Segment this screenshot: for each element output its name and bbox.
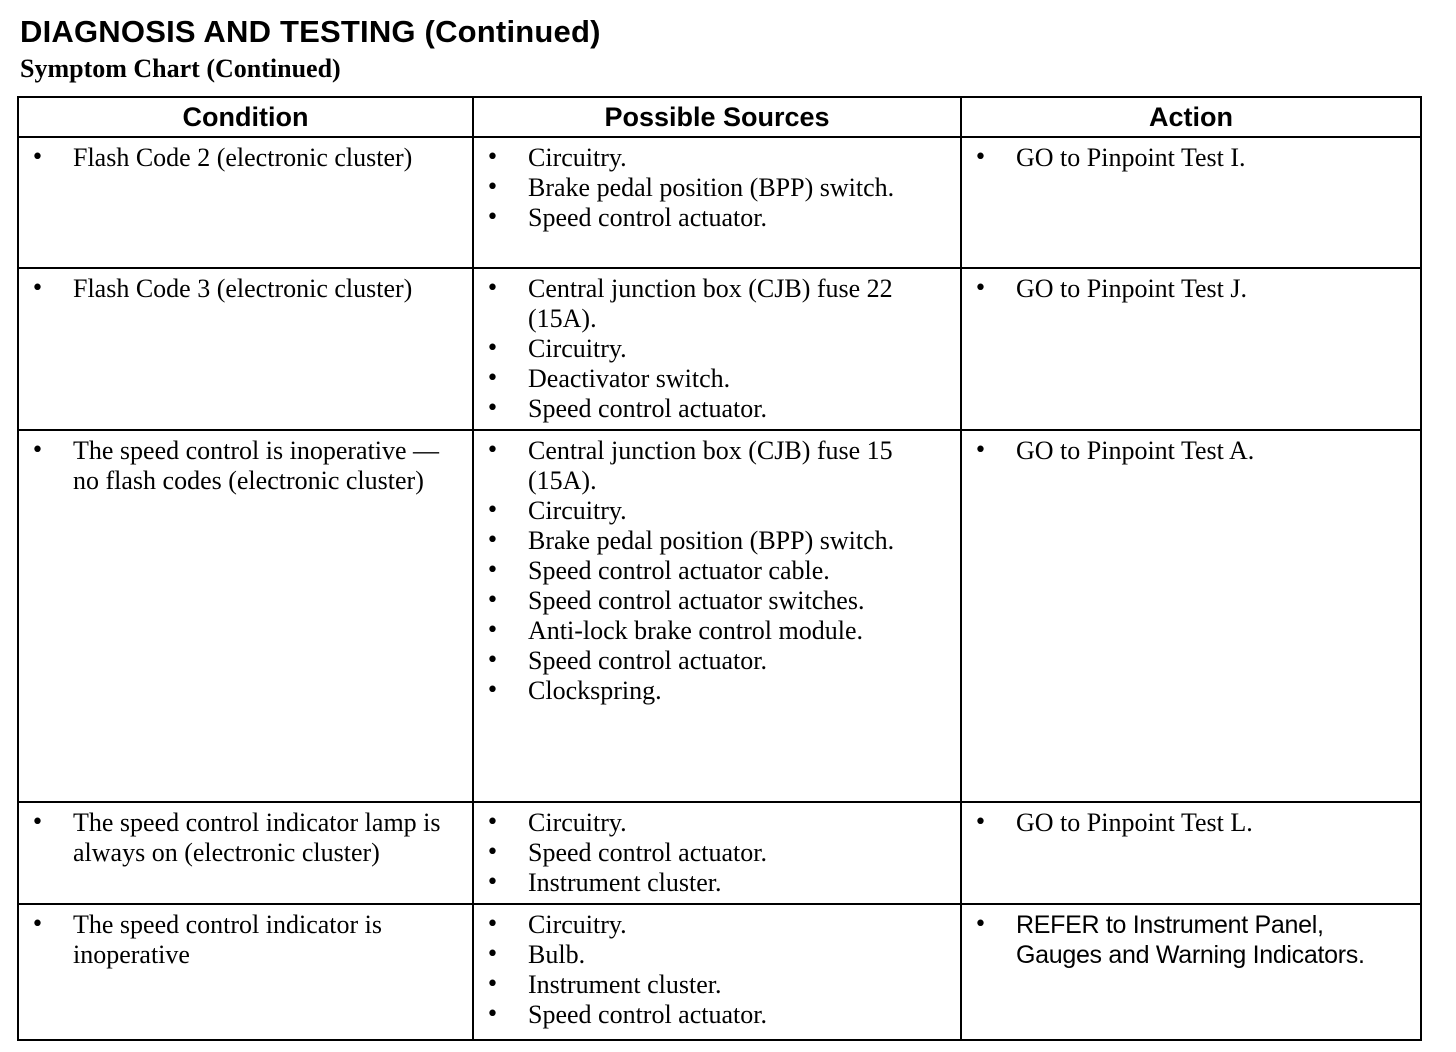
sources-cell: [473, 904, 961, 1040]
action-cell: [961, 430, 1421, 802]
source-item: • Central junction box (CJB) fuse 22 (15A).: [474, 274, 960, 334]
symptom-chart-table: [17, 96, 1422, 1041]
column-header-action: Action: [961, 97, 1421, 137]
source-item: • Circuitry.: [474, 496, 960, 526]
page-title: DIAGNOSIS AND TESTING (Continued): [20, 14, 601, 49]
table-row: [18, 268, 1421, 430]
source-item: • Bulb.: [474, 940, 960, 970]
sources-cell: [473, 137, 961, 268]
source-item: • Brake pedal position (BPP) switch.: [474, 173, 960, 203]
action-item: • GO to Pinpoint Test I.: [962, 143, 1420, 173]
condition-cell: [18, 904, 473, 1040]
source-item: • Instrument cluster.: [474, 868, 960, 898]
source-item: • Speed control actuator.: [474, 1000, 960, 1030]
sources-cell: [473, 802, 961, 904]
condition-item: • The speed control is inoperative — no flash codes (electronic cluster): [19, 436, 472, 496]
condition-item: • Flash Code 3 (electronic cluster): [19, 274, 472, 304]
action-item: • REFER to Instrument Panel, Gauges and Warning Indicators.: [962, 910, 1420, 970]
source-item: • Circuitry.: [474, 334, 960, 364]
source-item: • Clockspring.: [474, 676, 960, 706]
source-item: • Speed control actuator.: [474, 203, 960, 233]
source-item: • Circuitry.: [474, 808, 960, 838]
source-item: • Speed control actuator.: [474, 646, 960, 676]
source-item: • Speed control actuator cable.: [474, 556, 960, 586]
source-item: • Circuitry.: [474, 143, 960, 173]
table-row: [18, 802, 1421, 904]
condition-item: • The speed control indicator lamp is always on (electronic cluster): [19, 808, 472, 868]
source-item: • Speed control actuator.: [474, 838, 960, 868]
source-item: • Instrument cluster.: [474, 970, 960, 1000]
column-header-possible-sources: Possible Sources: [473, 97, 961, 137]
action-cell: [961, 802, 1421, 904]
source-item: • Speed control actuator switches.: [474, 586, 960, 616]
condition-item: • Flash Code 2 (electronic cluster): [19, 143, 472, 173]
condition-cell: [18, 430, 473, 802]
action-item: • GO to Pinpoint Test L.: [962, 808, 1420, 838]
condition-item: • The speed control indicator is inoperative: [19, 910, 472, 970]
condition-cell: [18, 137, 473, 268]
source-item: • Speed control actuator.: [474, 394, 960, 424]
source-item: • Circuitry.: [474, 910, 960, 940]
action-cell: [961, 904, 1421, 1040]
page-subtitle: Symptom Chart (Continued): [20, 54, 341, 83]
source-item: • Central junction box (CJB) fuse 15 (15A).: [474, 436, 960, 496]
action-cell: [961, 137, 1421, 268]
action-item: • GO to Pinpoint Test A.: [962, 436, 1420, 466]
table-header-row: [18, 97, 1421, 137]
sources-cell: [473, 430, 961, 802]
source-item: • Brake pedal position (BPP) switch.: [474, 526, 960, 556]
table-row: [18, 137, 1421, 268]
table-row: [18, 430, 1421, 802]
table-row: [18, 904, 1421, 1040]
column-header-condition: Condition: [18, 97, 473, 137]
action-cell: [961, 268, 1421, 430]
source-item: • Deactivator switch.: [474, 364, 960, 394]
source-item: • Anti-lock brake control module.: [474, 616, 960, 646]
action-item: • GO to Pinpoint Test J.: [962, 274, 1420, 304]
condition-cell: [18, 802, 473, 904]
condition-cell: [18, 268, 473, 430]
sources-cell: [473, 268, 961, 430]
